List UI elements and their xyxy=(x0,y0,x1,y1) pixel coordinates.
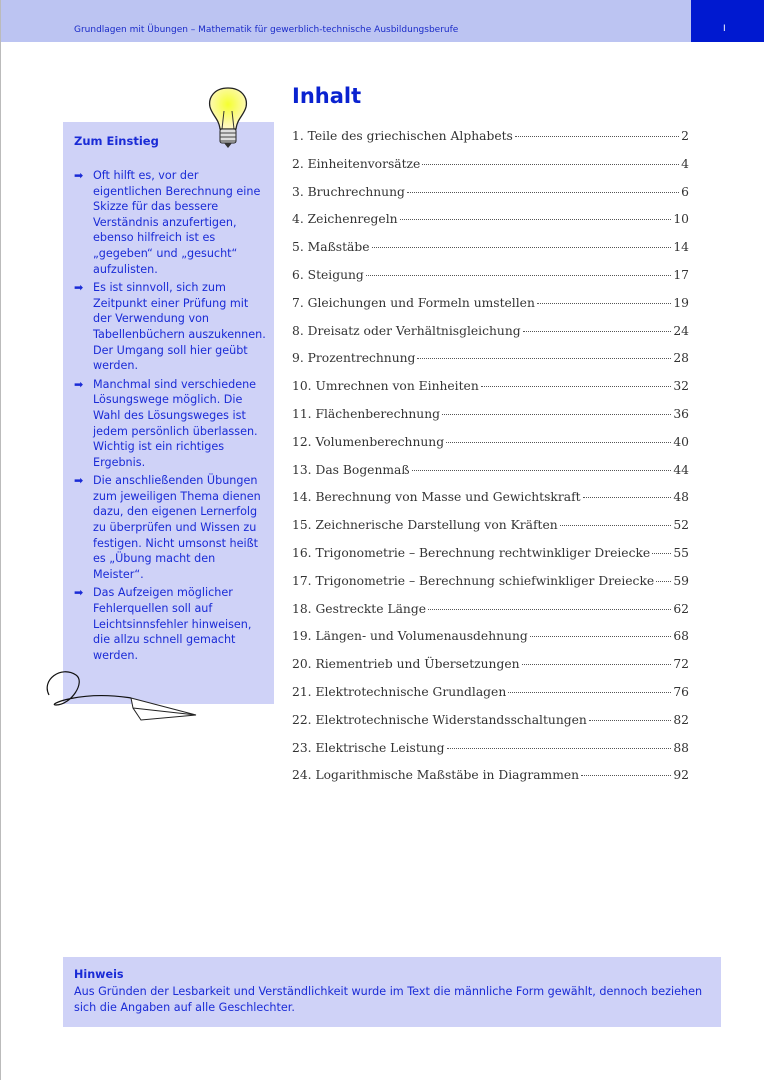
intro-list xyxy=(74,168,269,666)
leader-dots xyxy=(560,525,672,526)
toc-title: Inhalt xyxy=(292,84,362,108)
leader-dots xyxy=(446,442,671,443)
toc-entry-label: 22. Elektrotechnische Widerstandsschaltungen xyxy=(292,712,587,727)
toc-entry-label: 3. Bruchrechnung xyxy=(292,184,405,199)
leader-dots xyxy=(400,219,672,220)
toc-entry-page: 62 xyxy=(673,601,689,616)
intro-box xyxy=(63,122,274,704)
toc-entry-page: 10 xyxy=(673,212,689,227)
paper-plane-icon xyxy=(41,660,201,730)
toc-entry-label: 20. Riementrieb und Übersetzungen xyxy=(292,657,520,672)
intro-item-text: Oft hilft es, vor der eigentlichen Berechnung eine Skizze für das bessere Verständnis anzufertigen, ebenso hilfreich ist es „gegeben“ und „gesucht“ aufzulisten. xyxy=(93,169,261,276)
table-of-contents xyxy=(292,129,689,796)
toc-entry-page: 59 xyxy=(673,573,689,588)
intro-item-text: Die anschließenden Übungen zum jeweiligen Thema dienen dazu, den eigenen Lernerfolg zu überprüfen und Wissen zu festigen. Nicht umsonst heißt es „Übung macht den Meister“. xyxy=(93,474,261,581)
toc-entry-page: 2 xyxy=(681,129,689,143)
toc-entry[interactable] xyxy=(292,685,689,713)
leader-dots xyxy=(417,358,671,359)
toc-entry[interactable] xyxy=(292,351,689,379)
toc-entry-label: 10. Umrechnen von Einheiten xyxy=(292,379,479,394)
toc-entry-page: 92 xyxy=(673,768,689,783)
intro-item-text: Das Aufzeigen möglicher Fehlerquellen soll auf Leichtsinnsfehler hinweisen, die allzu schnell gemacht werden. xyxy=(93,586,252,662)
toc-entry-label: 19. Längen- und Volumenausdehnung xyxy=(292,629,528,644)
arrow-right-icon: ➡ xyxy=(74,474,84,488)
toc-entry-label: 23. Elektrische Leistung xyxy=(292,740,445,755)
toc-entry[interactable] xyxy=(292,657,689,685)
toc-entry-label: 5. Maßstäbe xyxy=(292,240,370,255)
toc-entry-page: 76 xyxy=(673,684,689,699)
arrow-right-icon: ➡ xyxy=(74,377,84,391)
toc-entry-label: 14. Berechnung von Masse und Gewichtskraft xyxy=(292,490,581,505)
toc-entry[interactable] xyxy=(292,741,689,769)
intro-item-text: Es ist sinnvoll, sich zum Zeitpunkt einer Prüfung mit der Verwendung von Tabellenbüchern auszukennen. Der Umgang soll hier geübt werden. xyxy=(93,281,266,373)
toc-entry-label: 2. Einheitenvorsätze xyxy=(292,156,421,171)
toc-entry[interactable] xyxy=(292,435,689,463)
leader-dots xyxy=(537,303,671,304)
leader-dots xyxy=(407,192,679,193)
toc-entry[interactable] xyxy=(292,129,689,157)
intro-title: Zum Einstieg xyxy=(74,134,159,148)
note-box xyxy=(63,957,721,1027)
lightbulb-icon xyxy=(204,85,252,153)
toc-entry[interactable] xyxy=(292,212,689,240)
toc-entry-label: 1. Teile des griechischen Alphabets xyxy=(292,129,513,143)
intro-list-item xyxy=(74,585,269,663)
toc-entry[interactable] xyxy=(292,518,689,546)
header-title: Grundlagen mit Übungen – Mathematik für gewerblich-technische Ausbildungsberufe xyxy=(74,25,459,35)
toc-entry[interactable] xyxy=(292,490,689,518)
leader-dots xyxy=(515,136,679,137)
toc-entry[interactable] xyxy=(292,296,689,324)
intro-list-item xyxy=(74,377,269,471)
toc-entry-label: 11. Flächenberechnung xyxy=(292,406,441,421)
arrow-right-icon: ➡ xyxy=(74,169,84,182)
leader-dots xyxy=(656,581,671,582)
toc-entry[interactable] xyxy=(292,768,689,796)
toc-entry[interactable] xyxy=(292,268,689,296)
toc-entry[interactable] xyxy=(292,407,689,435)
toc-entry-page: 52 xyxy=(673,518,689,533)
toc-entry[interactable] xyxy=(292,463,689,491)
toc-entry-label: 13. Das Bogenmaß xyxy=(292,462,410,477)
toc-entry[interactable] xyxy=(292,185,689,213)
toc-entry-label: 18. Gestreckte Länge xyxy=(292,601,427,616)
arrow-right-icon: ➡ xyxy=(74,586,84,600)
toc-entry-label: 15. Zeichnerische Darstellung von Kräften xyxy=(292,518,558,533)
toc-entry-page: 44 xyxy=(673,462,689,477)
leader-dots xyxy=(652,553,671,554)
leader-dots xyxy=(422,164,679,165)
leader-dots xyxy=(372,247,672,248)
arrow-right-icon: ➡ xyxy=(74,281,84,295)
toc-entry-page: 17 xyxy=(673,267,689,282)
leader-dots xyxy=(412,470,672,471)
toc-entry-page: 4 xyxy=(681,156,689,171)
toc-entry[interactable] xyxy=(292,546,689,574)
toc-entry-label: 17. Trigonometrie – Berechnung schiefwinkliger Dreiecke xyxy=(292,573,655,588)
toc-entry-page: 24 xyxy=(673,323,689,338)
toc-entry-page: 48 xyxy=(673,490,689,505)
toc-entry-label: 7. Gleichungen und Formeln umstellen xyxy=(292,295,535,310)
leader-dots xyxy=(428,609,671,610)
toc-entry-label: 12. Volumenberechnung xyxy=(292,434,445,449)
toc-entry-page: 82 xyxy=(673,712,689,727)
toc-entry-page: 32 xyxy=(673,379,689,394)
intro-list-item xyxy=(74,280,269,374)
leader-dots xyxy=(530,636,672,637)
toc-entry-page: 36 xyxy=(673,406,689,421)
toc-entry-page: 88 xyxy=(673,740,689,755)
toc-entry[interactable] xyxy=(292,713,689,741)
toc-entry-page: 68 xyxy=(673,629,689,644)
toc-entry[interactable] xyxy=(292,324,689,352)
toc-entry-label: 16. Trigonometrie – Berechnung rechtwinkliger Dreiecke xyxy=(292,545,651,560)
page-number: I xyxy=(723,24,726,34)
toc-entry-label: 21. Elektrotechnische Grundlagen xyxy=(292,684,507,699)
toc-entry[interactable] xyxy=(292,602,689,630)
leader-dots xyxy=(589,720,672,721)
leader-dots xyxy=(508,692,671,693)
toc-entry[interactable] xyxy=(292,629,689,657)
intro-item-text: Manchmal sind verschiedene Lösungswege möglich. Die Wahl des Lösungsweges ist jedem persönlich überlassen. Wichtig ist ein richtiges Ergebnis. xyxy=(93,377,258,469)
leader-dots xyxy=(447,748,672,749)
leader-dots xyxy=(481,386,672,387)
toc-entry-label: 4. Zeichenregeln xyxy=(292,212,398,227)
intro-list-item xyxy=(74,473,269,582)
leader-dots xyxy=(523,331,672,332)
page-number-box xyxy=(691,0,764,42)
header-bar xyxy=(1,0,691,42)
toc-entry-page: 6 xyxy=(681,184,689,199)
toc-entry[interactable] xyxy=(292,240,689,268)
toc-entry-page: 40 xyxy=(673,434,689,449)
toc-entry-page: 28 xyxy=(673,351,689,366)
toc-entry[interactable] xyxy=(292,379,689,407)
toc-entry-page: 19 xyxy=(673,295,689,310)
intro-list-item xyxy=(74,168,269,277)
toc-entry[interactable] xyxy=(292,574,689,602)
leader-dots xyxy=(583,497,672,498)
note-title: Hinweis xyxy=(74,968,124,981)
leader-dots xyxy=(581,775,671,776)
toc-entry-label: 9. Prozentrechnung xyxy=(292,351,416,366)
leader-dots xyxy=(522,664,672,665)
toc-entry-label: 6. Steigung xyxy=(292,267,364,282)
toc-entry-page: 14 xyxy=(673,240,689,255)
toc-entry[interactable] xyxy=(292,157,689,185)
toc-entry-label: 24. Logarithmische Maßstäbe in Diagrammen xyxy=(292,768,580,783)
leader-dots xyxy=(366,275,672,276)
leader-dots xyxy=(442,414,671,415)
note-text: Aus Gründen der Lesbarkeit und Verständlichkeit wurde im Text die männliche Form gewählt, dennoch beziehen sich die Angaben auf alle Geschlechter. xyxy=(74,985,703,1014)
toc-entry-page: 55 xyxy=(673,545,689,560)
toc-entry-label: 8. Dreisatz oder Verhältnisgleichung xyxy=(292,323,521,338)
toc-entry-page: 72 xyxy=(673,657,689,672)
